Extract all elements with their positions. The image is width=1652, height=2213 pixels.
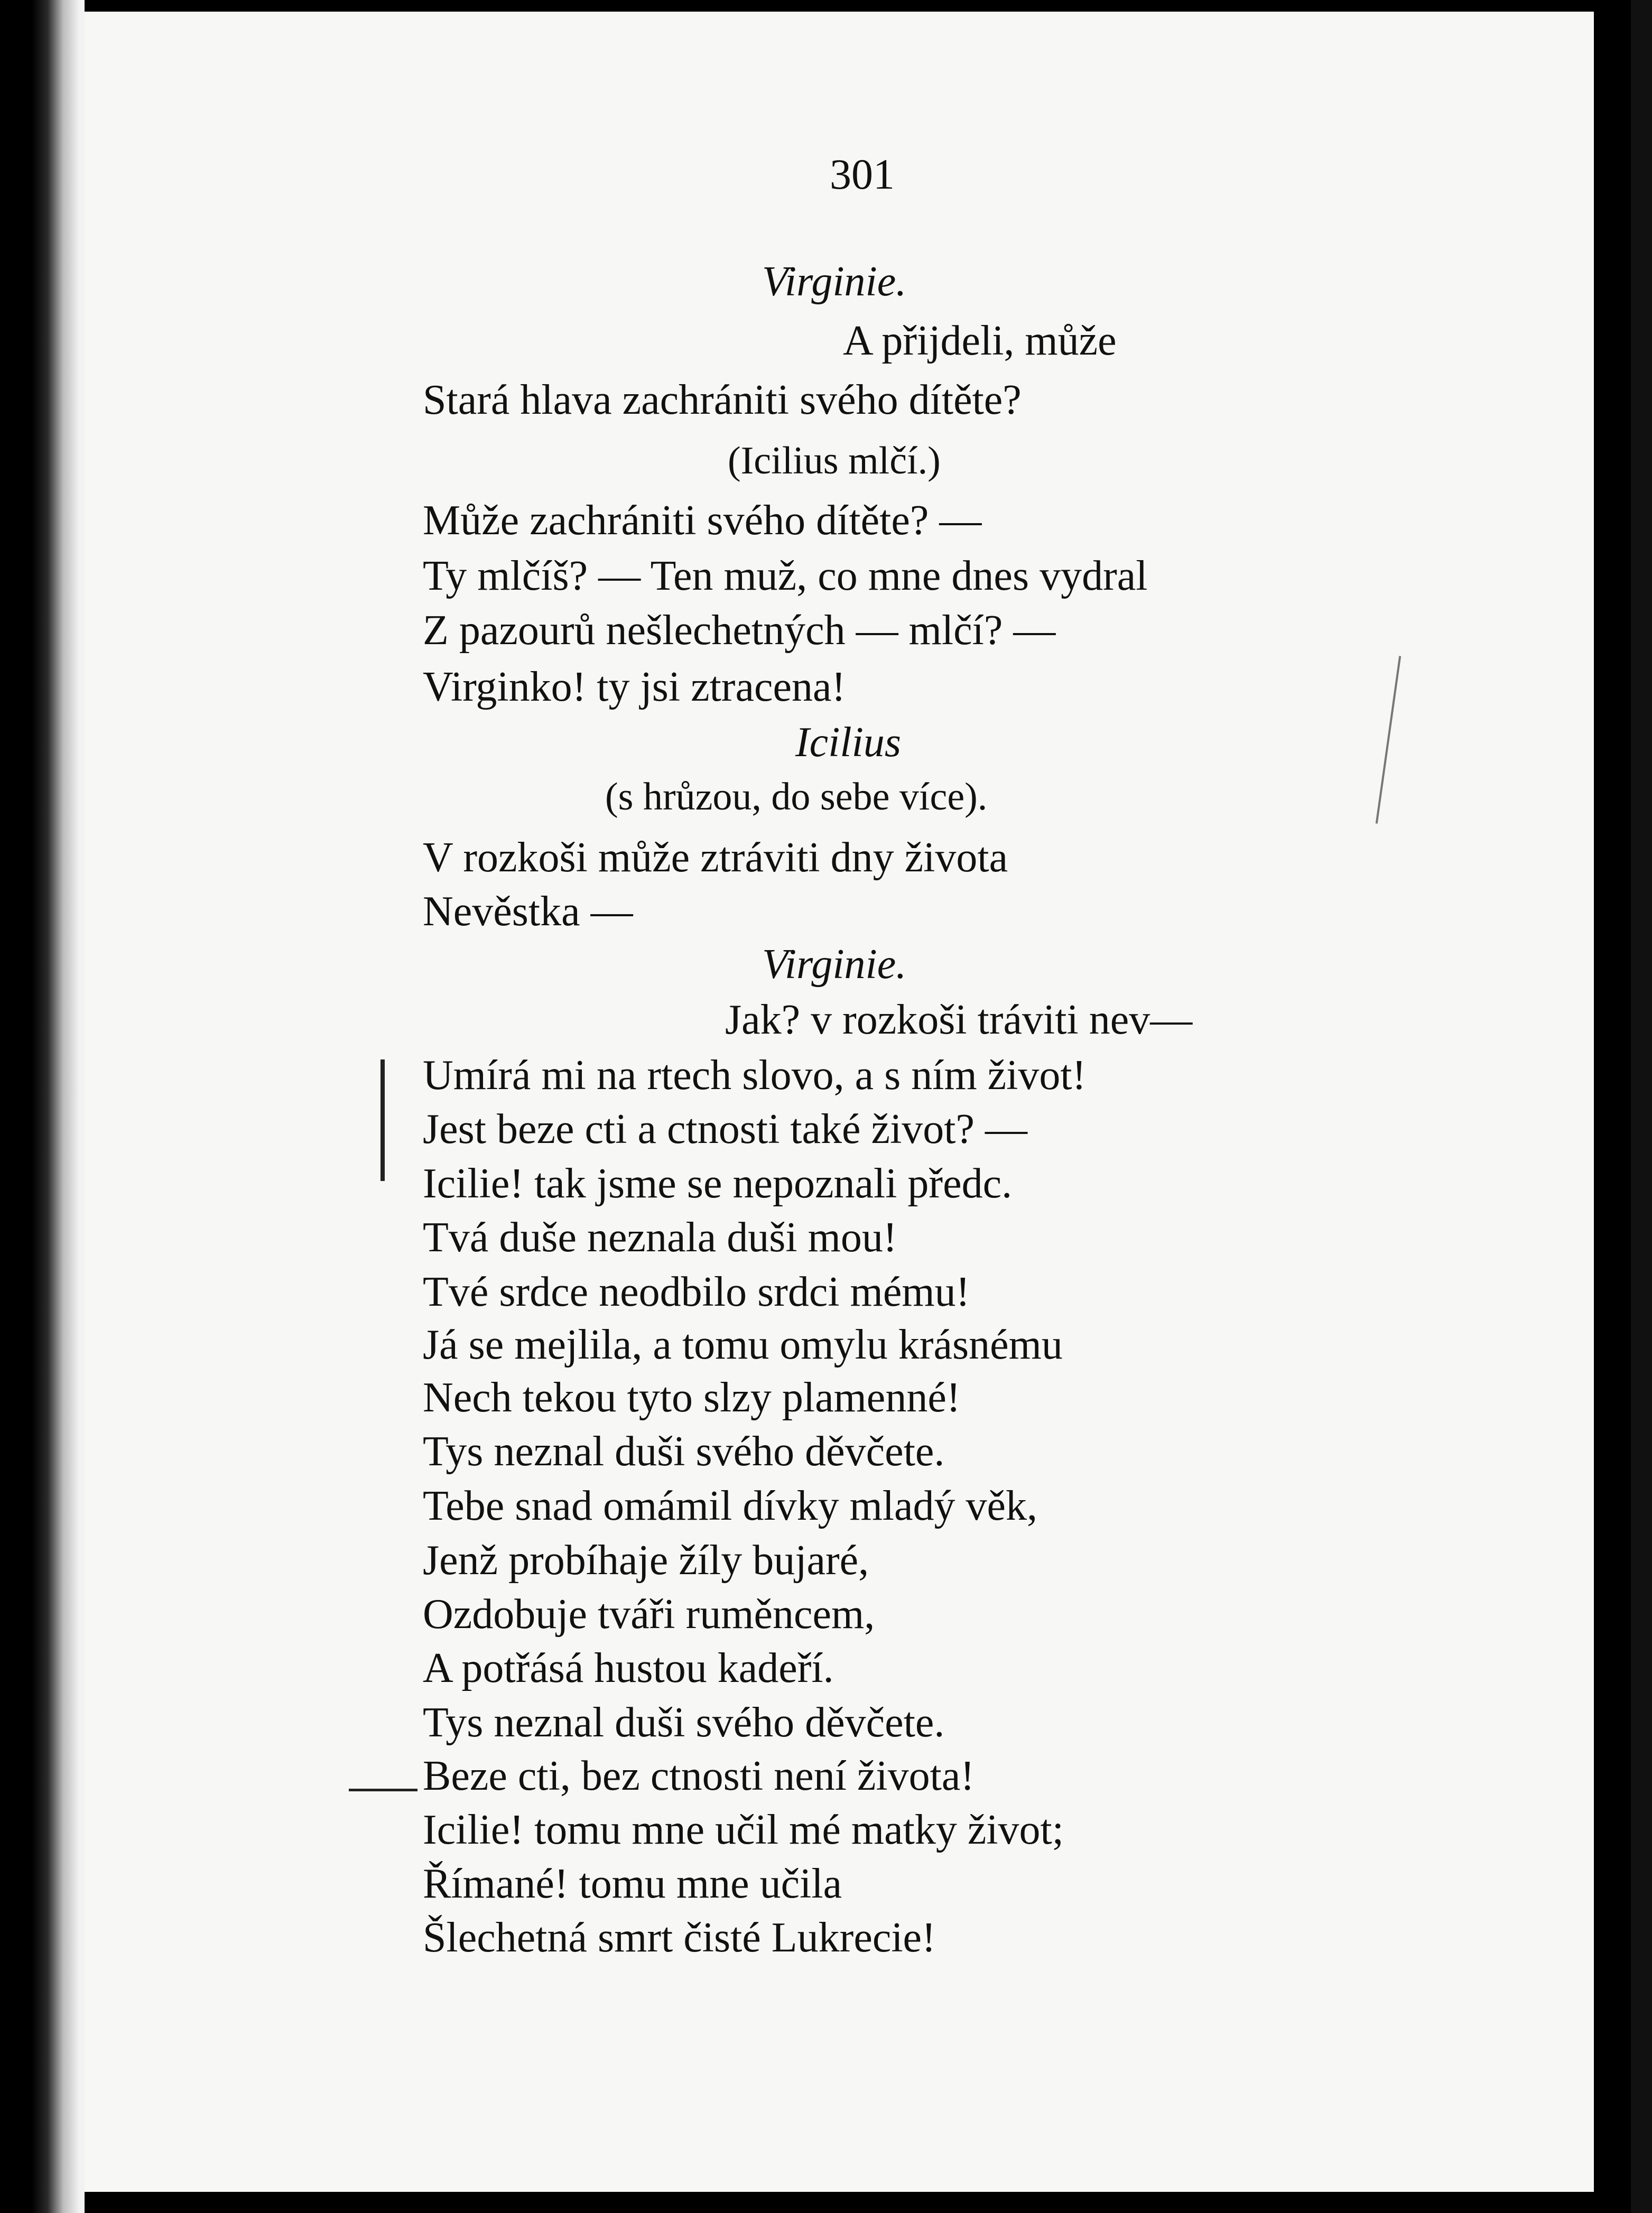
verse-line: Z pazourů nešlechetných — mlčí? —: [423, 607, 1056, 654]
stage-direction: (s hrůzou, do sebe více).: [605, 775, 988, 819]
margin-pencil-mark: [380, 1059, 385, 1181]
verse-line: Nevěstka —: [423, 888, 633, 935]
verse-line: Nech tekou tyto slzy plamenné!: [423, 1374, 961, 1421]
speaker-name: Virginie.: [762, 258, 907, 305]
verse-line: Tvá duše neznala duši mou!: [423, 1214, 897, 1261]
page-number: 301: [830, 150, 895, 198]
verse-line: Římané! tomu mne učila: [423, 1861, 842, 1907]
verse-line: Tvé srdce neodbilo srdci mému!: [423, 1269, 970, 1315]
verse-line: Tys neznal duši svého děvčete.: [423, 1428, 945, 1475]
verse-line: V rozkoši může ztráviti dny života: [423, 834, 1008, 881]
verse-line: A přijdeli, může: [843, 318, 1117, 364]
verse-line: Jest beze cti a ctnosti také život? —: [423, 1106, 1028, 1152]
verse-line: Stará hlava zachrániti svého dítěte?: [423, 377, 1022, 423]
verse-line: Může zachrániti svého dítěte? —: [423, 497, 982, 544]
verse-line: Šlechetná smrt čisté Lukrecie!: [423, 1914, 936, 1961]
verse-line: Virginko! ty jsi ztracena!: [423, 664, 846, 710]
verse-line: Tys neznal duši svého děvčete.: [423, 1699, 945, 1746]
verse-line: Ozdobuje tváři ruměncem,: [423, 1591, 875, 1638]
verse-line: Tebe snad omámil dívky mladý věk,: [423, 1483, 1038, 1529]
verse-line: Beze cti, bez ctnosti není života!: [423, 1753, 975, 1799]
book-binding-edge: [0, 0, 85, 2213]
verse-line: Icilie! tak jsme se nepoznali předc.: [423, 1160, 1013, 1207]
speaker-name: Virginie.: [762, 941, 907, 988]
verse-line: Icilie! tomu mne učil mé matky život;: [423, 1807, 1064, 1853]
margin-pencil-dash: [349, 1789, 417, 1791]
verse-line: Já se mejlila, a tomu omylu krásnému: [423, 1322, 1063, 1368]
verse-line: Jenž probíhaje žíly bujaré,: [423, 1537, 869, 1584]
stage-direction: (Icilius mlčí.): [728, 439, 941, 482]
verse-line: Jak? v rozkoši tráviti nev—: [725, 997, 1193, 1043]
verse-line: Umírá mi na rtech slovo, a s ním život!: [423, 1052, 1087, 1099]
verse-line: Ty mlčíš? — Ten muž, co mne dnes vydral: [423, 553, 1148, 599]
speaker-name: Icilius: [795, 719, 901, 766]
verse-line: A potřásá hustou kadeří.: [423, 1645, 834, 1691]
